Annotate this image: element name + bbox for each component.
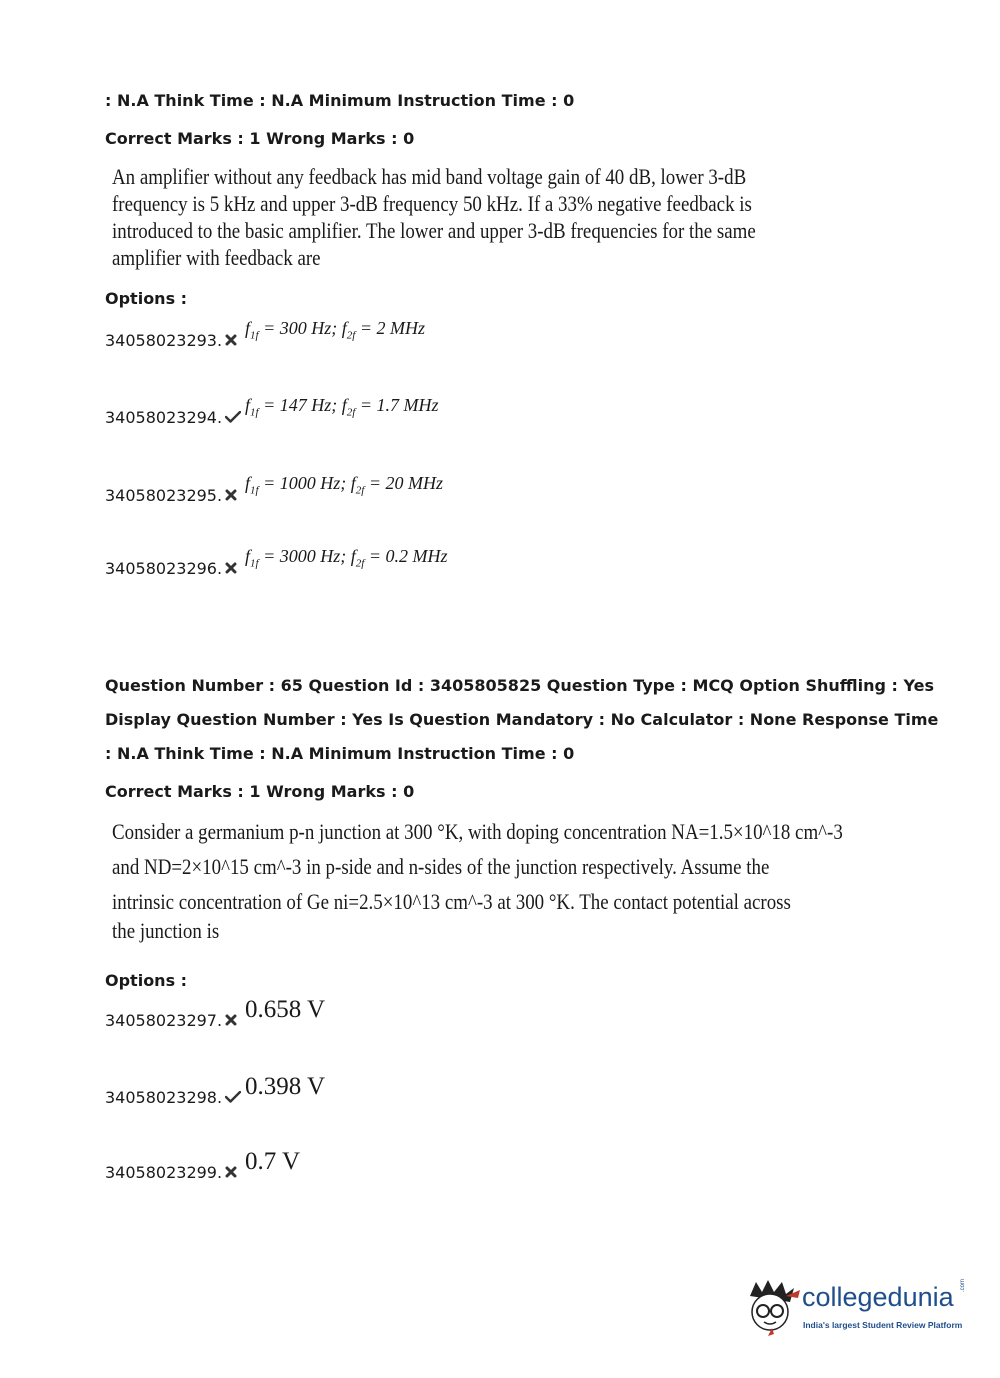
question-line: intrinsic concentration of Ge ni=2.5×10^13 cm^-3 at 300 °K. The contact potential across — [112, 889, 791, 914]
question-meta-line: : N.A Think Time : N.A Minimum Instruction Time : 0 — [105, 91, 575, 110]
question-line: frequency is 5 kHz and upper 3-dB frequency 50 kHz. If a 33% negative feedback is — [112, 191, 752, 216]
option-row[interactable] — [105, 1073, 326, 1107]
option-id: 34058023293. — [105, 331, 223, 350]
question-line: the junction is — [112, 918, 220, 943]
options-label: Options : — [105, 289, 188, 308]
question-meta-line: Question Number : 65 Question Id : 3405805825 Question Type : MCQ Option Shuffling : Yes — [105, 676, 935, 695]
marks-info: Correct Marks : 1 Wrong Marks : 0 — [105, 129, 415, 148]
option-row[interactable] — [105, 475, 443, 505]
option-id: 34058023298. — [105, 1088, 223, 1107]
option-value: 0.7 V — [245, 1148, 301, 1175]
option-id: 34058023296. — [105, 559, 223, 578]
option-row[interactable] — [105, 548, 447, 578]
correct-check-icon — [223, 409, 245, 427]
question-line: introduced to the basic amplifier. The lower and upper 3-dB frequencies for the same — [112, 218, 756, 243]
question-line: An amplifier without any feedback has mid band voltage gain of 40 dB, lower 3-dB — [112, 164, 747, 189]
option-row[interactable] — [105, 996, 326, 1030]
question-line: amplifier with feedback are — [112, 245, 321, 270]
logo-wordmark: collegedunia — [802, 1282, 954, 1312]
mascot-icon — [742, 1278, 802, 1340]
option-row[interactable] — [105, 320, 425, 350]
option-formula: $f_{1f} = 300$ Hz; $f_{2f} = 2$ MHz — [245, 318, 425, 342]
option-id: 34058023299. — [105, 1163, 223, 1182]
question-meta-line: Display Question Number : Yes Is Question Mandatory : No Calculator : None Response Time — [105, 710, 939, 729]
option-row[interactable] — [105, 397, 438, 427]
wrong-cross-icon — [223, 332, 245, 350]
wrong-cross-icon — [223, 560, 245, 578]
marks-info: Correct Marks : 1 Wrong Marks : 0 — [105, 782, 415, 801]
question-meta-line: : N.A Think Time : N.A Minimum Instruction Time : 0 — [105, 744, 575, 763]
option-formula: $f_{1f} = 3000$ Hz; $f_{2f} = 0.2$ MHz — [245, 546, 448, 570]
correct-check-icon — [223, 1089, 245, 1107]
wrong-cross-icon — [223, 1012, 245, 1030]
option-id: 34058023295. — [105, 486, 223, 505]
logo-com: .com — [960, 1278, 966, 1292]
option-value: 0.398 V — [245, 1073, 326, 1100]
question-line: and ND=2×10^15 cm^-3 in p-side and n-sides of the junction respectively. Assume the — [112, 854, 770, 879]
question-text — [112, 163, 756, 271]
wrong-cross-icon — [223, 1164, 245, 1182]
option-id: 34058023294. — [105, 408, 223, 427]
question-text — [112, 814, 843, 948]
question-line: Consider a germanium p-n junction at 300 °K, with doping concentration NA=1.5×10^18 cm^-3 — [112, 819, 843, 844]
options-label: Options : — [105, 971, 188, 990]
option-formula: $f_{1f} = 147$ Hz; $f_{2f} = 1.7$ MHz — [245, 395, 439, 419]
option-formula: $f_{1f} = 1000$ Hz; $f_{2f} = 20$ MHz — [245, 473, 443, 497]
option-id: 34058023297. — [105, 1011, 223, 1030]
option-row[interactable] — [105, 1148, 301, 1182]
logo-tagline: India's largest Student Review Platform — [803, 1320, 963, 1330]
wrong-cross-icon — [223, 487, 245, 505]
collegedunia-logo[interactable] — [742, 1278, 972, 1340]
option-value: 0.658 V — [245, 996, 326, 1023]
